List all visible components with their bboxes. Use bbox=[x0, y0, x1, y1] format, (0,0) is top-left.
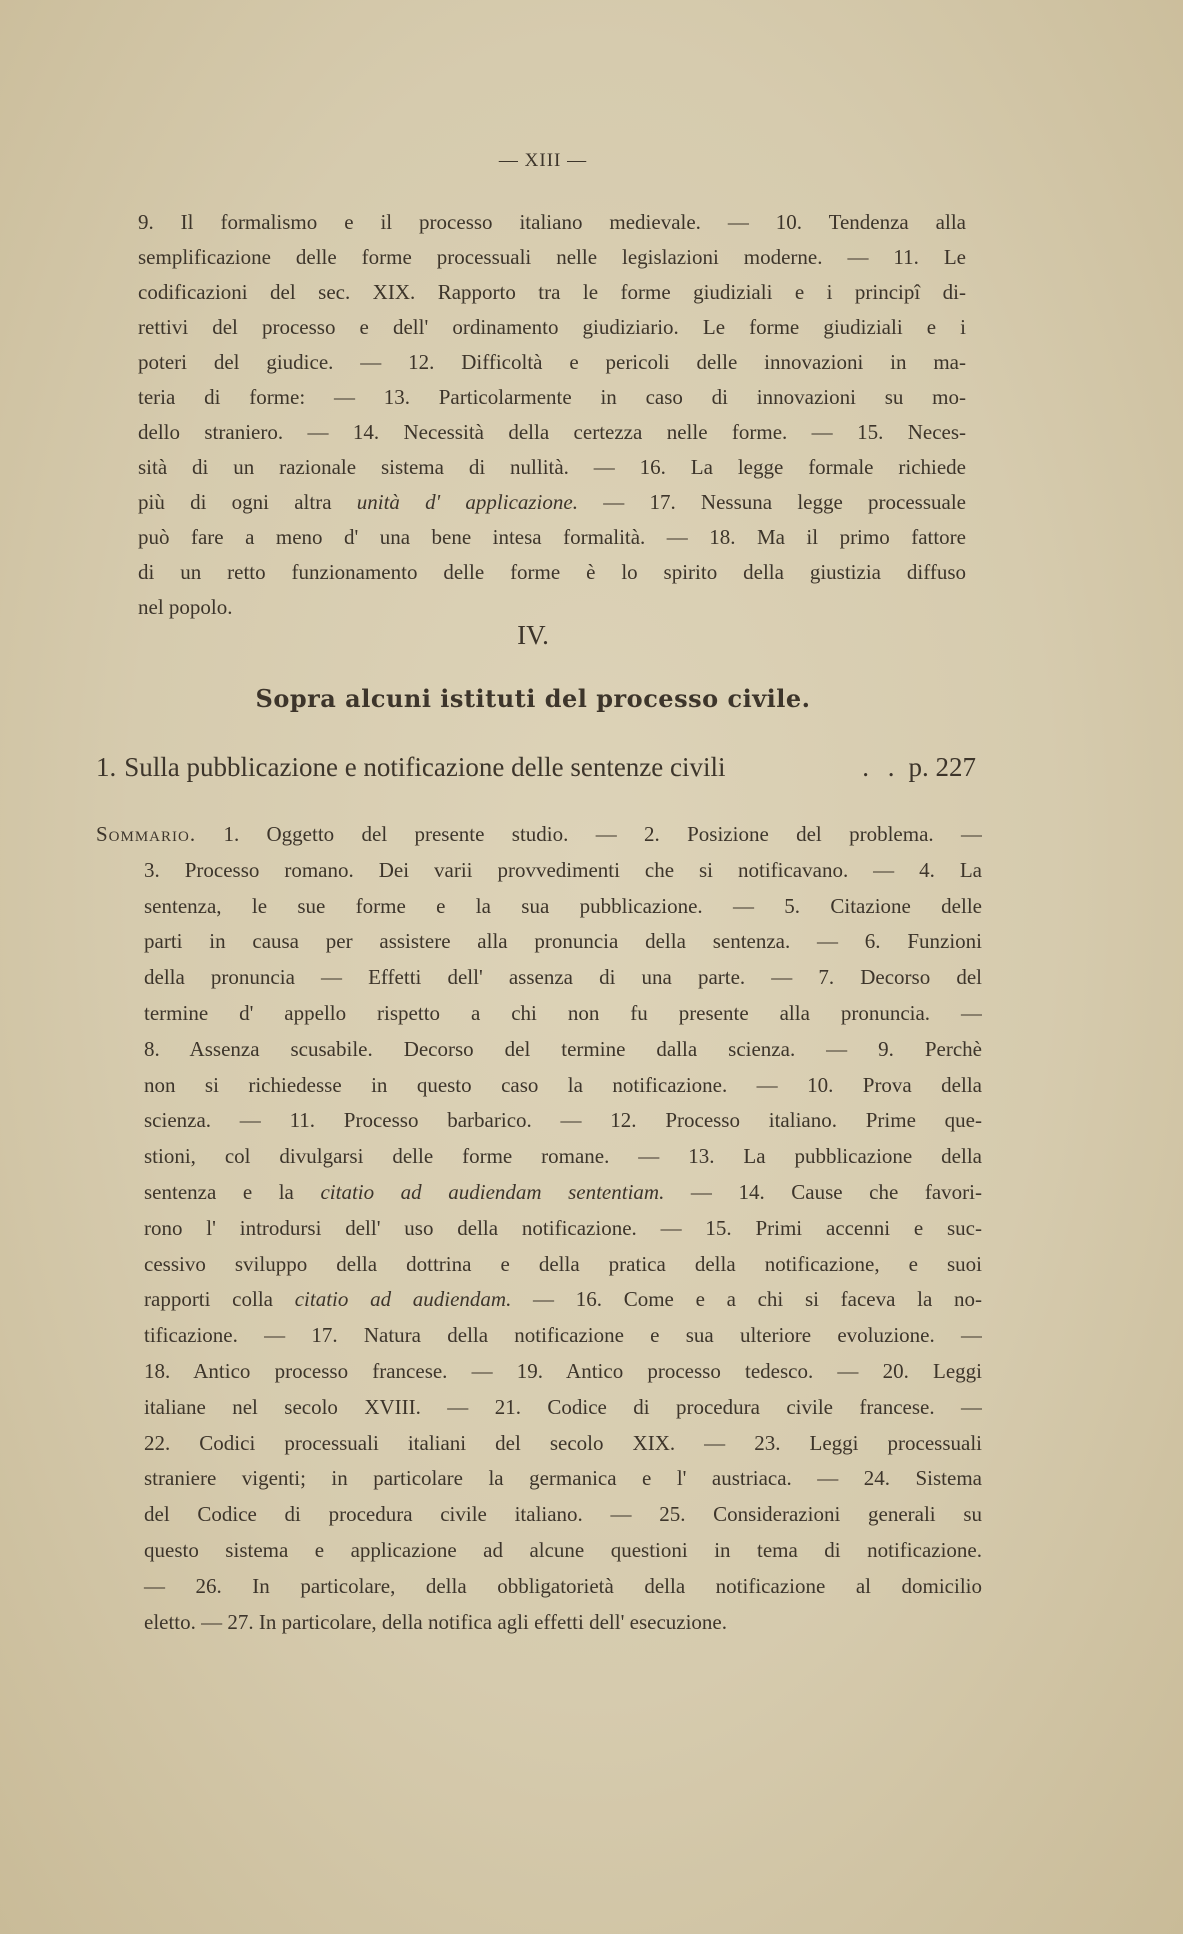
text-line bbox=[96, 1103, 982, 1139]
text-line bbox=[96, 853, 982, 889]
text-line bbox=[96, 1426, 982, 1462]
text-line bbox=[138, 275, 966, 310]
text-segment: — 26. In particolare, della obbligatorietà della notificazione al domicilio bbox=[144, 1573, 982, 1598]
text-line bbox=[96, 996, 982, 1032]
text-segment: codificazioni del sec. XIX. Rapporto tra le forme giudiziali e i principî di- bbox=[138, 280, 966, 304]
text-line bbox=[138, 555, 966, 590]
text-segment: — 17. Nessuna legge processuale bbox=[577, 490, 966, 514]
text-segment: può fare a meno d' una bene intesa formalità. — 18. Ma il primo fattore bbox=[138, 525, 966, 549]
italic-text: citatio ad audiendam. bbox=[294, 1287, 512, 1312]
part-number: IV. bbox=[517, 620, 549, 650]
text-segment: 3. Processo romano. Dei varii provvedimenti che si notificavano. — 4. La bbox=[144, 857, 982, 882]
running-head: — XIII — bbox=[498, 150, 588, 171]
text-line bbox=[96, 1139, 982, 1175]
part-title: Sopra alcuni istituti del processo civile. bbox=[255, 684, 811, 713]
text-segment: teria di forme: — 13. Particolarmente in caso di innovazioni su mo- bbox=[138, 385, 966, 409]
text-line bbox=[138, 450, 966, 485]
text-line bbox=[138, 380, 966, 415]
text-segment: non si richiedesse in questo caso la notificazione. — 10. Prova della bbox=[144, 1072, 982, 1097]
text-line bbox=[96, 1533, 982, 1569]
summary-label: Sommario. bbox=[96, 822, 197, 846]
text-segment: della pronuncia — Effetti dell' assenza di una parte. — 7. Decorso del bbox=[144, 965, 982, 990]
summary-continued-paragraph bbox=[138, 205, 966, 625]
text-line bbox=[138, 520, 966, 555]
text-line bbox=[96, 1211, 982, 1247]
text-segment: parti in causa per assistere alla pronuncia della sentenza. — 6. Funzioni bbox=[144, 929, 982, 954]
text-line bbox=[96, 1175, 982, 1211]
text-segment: stioni, col divulgarsi delle forme romane. — 13. La pubblicazione della bbox=[144, 1144, 982, 1169]
text-segment: straniere vigenti; in particolare la germanica e l' austriaca. — 24. Sistema bbox=[144, 1466, 982, 1491]
text-segment: — 16. Come e a chi si faceva la no- bbox=[511, 1287, 982, 1312]
text-segment: rono l' introdursi dell' uso della notificazione. — 15. Primi accenni e suc- bbox=[144, 1215, 982, 1240]
toc-entry bbox=[96, 752, 976, 783]
text-line bbox=[138, 310, 966, 345]
text-line bbox=[138, 415, 966, 450]
text-line bbox=[138, 485, 966, 520]
text-segment: 8. Assenza scusabile. Decorso del termine dalla scienza. — 9. Perchè bbox=[144, 1036, 982, 1061]
text-segment: sentenza e la bbox=[144, 1179, 321, 1204]
text-segment: cessivo sviluppo della dottrina e della pratica della notificazione, e suoi bbox=[144, 1251, 982, 1276]
text-line bbox=[96, 889, 982, 925]
entry-title: Sulla pubblicazione e notificazione delle sentenze civili bbox=[124, 752, 726, 782]
text-line bbox=[96, 1282, 982, 1318]
text-line bbox=[96, 1461, 982, 1497]
text-line bbox=[96, 1318, 982, 1354]
text-segment: italiane nel secolo XVIII. — 21. Codice di procedura civile francese. — bbox=[144, 1394, 982, 1419]
text-line bbox=[96, 1390, 982, 1426]
text-line bbox=[138, 240, 966, 275]
text-segment: 22. Codici processuali italiani del secolo XIX. — 23. Leggi processuali bbox=[144, 1430, 982, 1455]
text-segment: semplificazione delle forme processuali nelle legislazioni moderne. — 11. Le bbox=[138, 245, 966, 269]
text-segment: del Codice di procedura civile italiano. — 25. Considerazioni generali su bbox=[144, 1502, 982, 1527]
text-segment: 9. Il formalismo e il processo italiano medievale. — 10. Tendenza alla bbox=[138, 210, 966, 234]
text-line bbox=[96, 1354, 982, 1390]
text-line bbox=[96, 1032, 982, 1068]
text-segment: 18. Antico processo francese. — 19. Antico processo tedesco. — 20. Leggi bbox=[144, 1358, 982, 1383]
text-segment: tificazione. — 17. Natura della notificazione e sua ulteriore evoluzione. — bbox=[144, 1323, 982, 1348]
text-segment: questo sistema e applicazione ad alcune questioni in tema di notificazione. bbox=[144, 1537, 982, 1562]
text-segment: — 14. Cause che favori- bbox=[664, 1179, 982, 1204]
text-line bbox=[96, 817, 982, 853]
text-line bbox=[96, 960, 982, 996]
text-segment: rapporti colla bbox=[144, 1287, 295, 1312]
text-segment: scienza. — 11. Processo barbarico. — 12. Processo italiano. Prime que- bbox=[144, 1108, 982, 1133]
text-line bbox=[138, 205, 966, 240]
text-segment: eletto. — 27. In particolare, della notifica agli effetti dell' esecuzione. bbox=[144, 1609, 727, 1634]
text-line bbox=[96, 924, 982, 960]
text-segment: nel popolo. bbox=[138, 595, 233, 619]
text-line bbox=[96, 1247, 982, 1283]
italic-text: unità d' applicazione. bbox=[356, 490, 578, 514]
entry-leader-dots: . . bbox=[862, 752, 901, 782]
summary-paragraph bbox=[96, 817, 982, 1640]
text-line bbox=[96, 1068, 982, 1104]
text-segment: 1. Oggetto del presente studio. — 2. Posizione del problema. — bbox=[196, 822, 982, 846]
text-segment: dello straniero. — 14. Necessità della certezza nelle forme. — 15. Neces- bbox=[138, 420, 966, 444]
entry-page: p. 227 bbox=[908, 752, 976, 782]
text-segment: di un retto funzionamento delle forme è lo spirito della giustizia diffuso bbox=[138, 560, 966, 584]
italic-text: citatio ad audiendam sententiam. bbox=[320, 1179, 665, 1204]
text-line bbox=[138, 345, 966, 380]
text-line bbox=[96, 1605, 982, 1641]
text-segment: sità di un razionale sistema di nullità. — 16. La legge formale richiede bbox=[138, 455, 966, 479]
text-segment: poteri del giudice. — 12. Difficoltà e pericoli delle innovazioni in ma- bbox=[138, 350, 966, 374]
text-segment: più di ogni altra bbox=[138, 490, 357, 514]
text-segment: sentenza, le sue forme e la sua pubblicazione. — 5. Citazione delle bbox=[144, 893, 982, 918]
entry-number: 1. bbox=[96, 752, 117, 782]
text-segment: termine d' appello rispetto a chi non fu presente alla pronuncia. — bbox=[144, 1000, 982, 1025]
text-segment: rettivi del processo e dell' ordinamento giudiziario. Le forme giudiziali e i bbox=[138, 315, 966, 339]
text-line bbox=[96, 1569, 982, 1605]
text-line bbox=[96, 1497, 982, 1533]
